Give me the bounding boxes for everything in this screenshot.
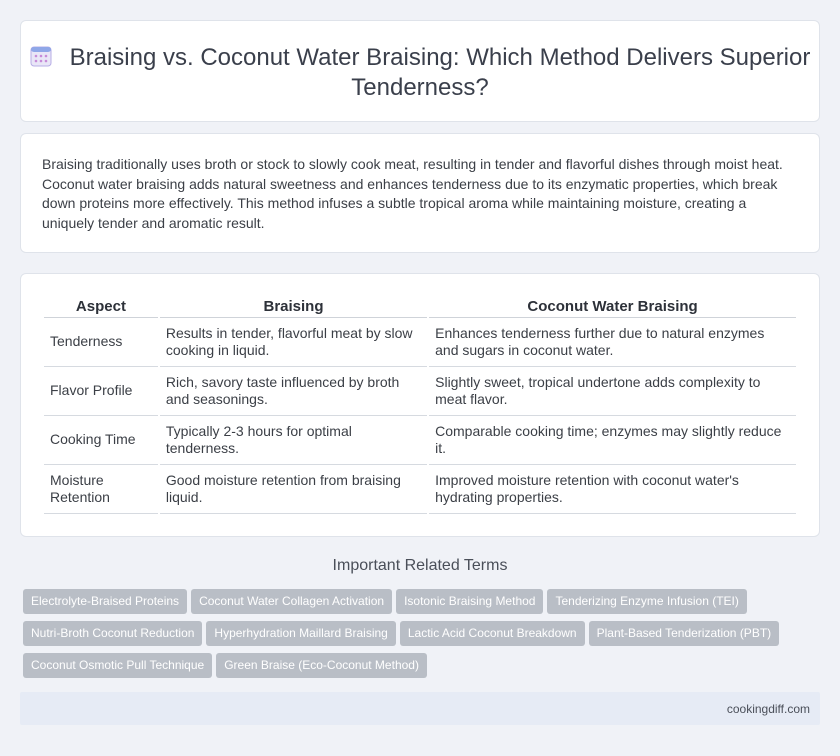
footer-site-link[interactable]: cookingdiff.com xyxy=(726,702,810,716)
related-term-tag[interactable]: Nutri-Broth Coconut Reduction xyxy=(23,621,202,646)
header-coconut-water-braising: Coconut Water Braising xyxy=(429,296,796,318)
cell-braising: Typically 2-3 hours for optimal tenderness. xyxy=(160,416,427,465)
table-row xyxy=(44,416,796,465)
related-term-tag[interactable]: Electrolyte-Braised Proteins xyxy=(23,589,187,614)
header-aspect: Aspect xyxy=(44,296,158,318)
related-term-tag[interactable]: Hyperhydration Maillard Braising xyxy=(206,621,395,646)
tag-row xyxy=(23,621,813,653)
tag-row xyxy=(23,589,813,621)
cell-aspect: Cooking Time xyxy=(44,416,158,465)
comparison-table xyxy=(42,296,798,514)
cell-aspect: Tenderness xyxy=(44,318,158,367)
intro-paragraph: Braising traditionally uses broth or stock to slowly cook meat, resulting in tender and flavorful dishes through moist heat. Coconut water braising adds natural sweetness and enhances tenderness due to its enzymatic properties, which break down proteins more effectively. This method infuses a subtle tropical aroma while maintaining moisture, creating a uniquely tender and aromatic result. xyxy=(42,156,783,231)
related-term-tag[interactable]: Coconut Osmotic Pull Technique xyxy=(23,653,212,678)
related-terms-tags xyxy=(23,589,813,685)
intro-card xyxy=(20,133,820,253)
calendar-grid-icon xyxy=(30,45,52,67)
cell-braising: Results in tender, flavorful meat by slow cooking in liquid. xyxy=(160,318,427,367)
related-term-tag[interactable]: Tenderizing Enzyme Infusion (TEI) xyxy=(547,589,746,614)
cell-braising: Rich, savory taste influenced by broth and seasonings. xyxy=(160,367,427,416)
related-term-tag[interactable]: Isotonic Braising Method xyxy=(396,589,543,614)
related-term-tag[interactable]: Coconut Water Collagen Activation xyxy=(191,589,392,614)
footer xyxy=(20,692,820,725)
cell-aspect: Moisture Retention xyxy=(44,465,158,514)
related-term-tag[interactable]: Plant-Based Tenderization (PBT) xyxy=(589,621,780,646)
cell-coconut: Comparable cooking time; enzymes may slightly reduce it. xyxy=(429,416,796,465)
cell-aspect: Flavor Profile xyxy=(44,367,158,416)
related-terms-heading: Important Related Terms xyxy=(332,557,508,574)
page-title: Braising vs. Coconut Water Braising: Which Method Delivers Superior Tenderness? xyxy=(69,44,811,101)
header-braising: Braising xyxy=(160,296,427,318)
table-row xyxy=(44,465,796,514)
table-row xyxy=(44,318,796,367)
cell-coconut: Slightly sweet, tropical undertone adds complexity to meat flavor. xyxy=(429,367,796,416)
table-row xyxy=(44,367,796,416)
related-term-tag[interactable]: Green Braise (Eco-Coconut Method) xyxy=(216,653,427,678)
related-term-tag[interactable]: Lactic Acid Coconut Breakdown xyxy=(400,621,585,646)
cell-braising: Good moisture retention from braising liquid. xyxy=(160,465,427,514)
cell-coconut: Enhances tenderness further due to natural enzymes and sugars in coconut water. xyxy=(429,318,796,367)
comparison-card xyxy=(20,273,820,537)
tag-row xyxy=(23,653,813,685)
table-header-row xyxy=(44,296,796,318)
page-title-wrap xyxy=(21,43,819,103)
title-card xyxy=(20,20,820,122)
cell-coconut: Improved moisture retention with coconut water's hydrating properties. xyxy=(429,465,796,514)
